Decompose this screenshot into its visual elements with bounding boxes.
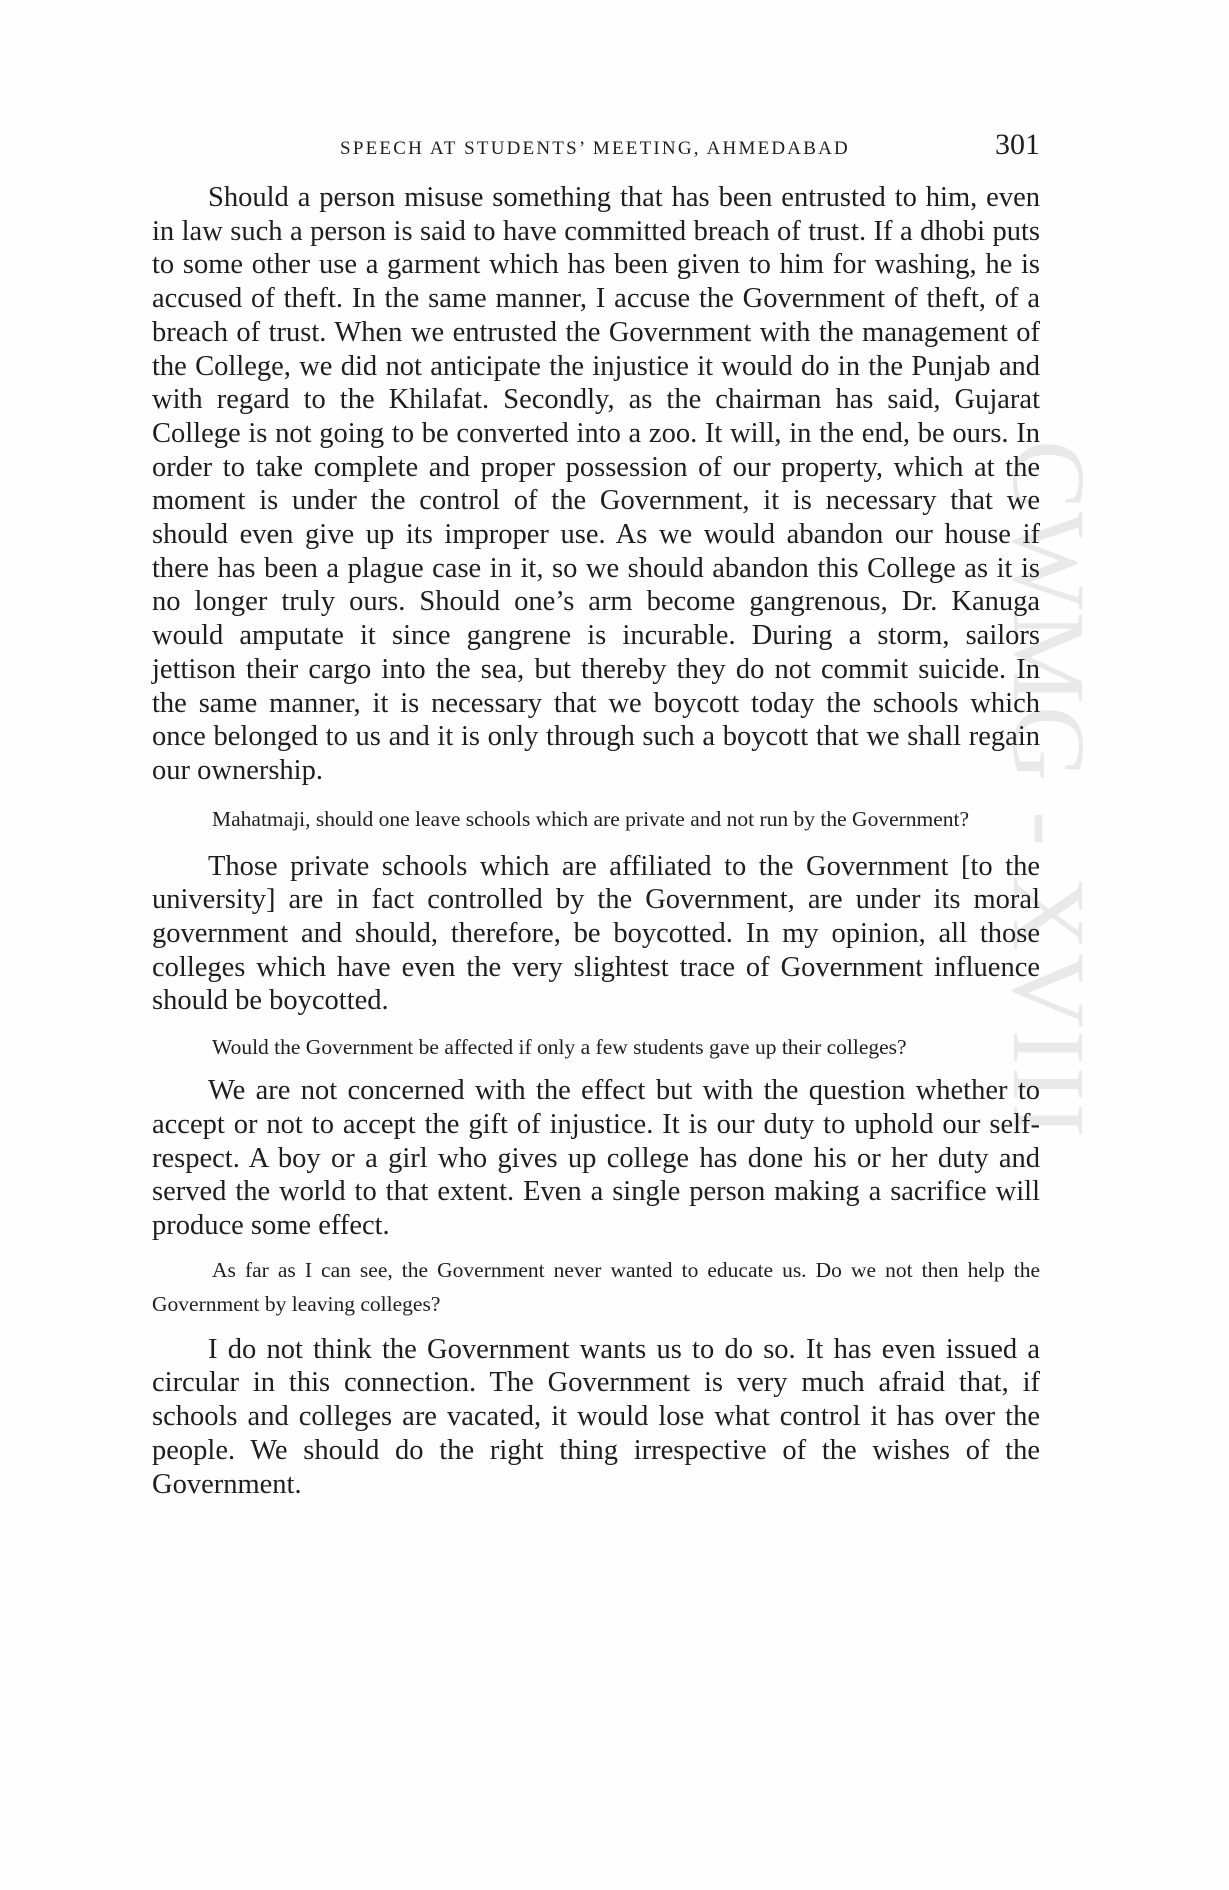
question-2: Would the Government be affected if only a few students gave up their colleges? [212, 1035, 907, 1060]
speech-paragraph-2: Those private schools which are affiliated to the Government [to the university] are in fact controlled by the Government, are under its moral government and should, therefore, be boycotted. In my opinion, all those colleges which have even the very slightest trace of Government influence should be boycotted. [152, 850, 1040, 1017]
speech-paragraph-1: Should a person misuse something that has been entrusted to him, even in law such a person is said to have committed breach of trust. If a dhobi puts to some other use a garment which has been given to him for washing, he is accused of theft. In the same manner, I accuse the Government of theft, of a breach of trust. When we entrusted the Government with the management of the College, we did not anticipate the injustice it would do in the Punjab and with regard to the Khilafat. Secondly, as the chairman has said, Gujarat College is not going to be converted into a zoo. It will, in the end, be ours. In order to take complete and proper possession of our property, which at the moment is under the control of the Government, it is necessary that we should even give up its improper use. As we would abandon our house if there has been a plague case in it, so we should abandon this College as it is no longer truly ours. Should one’s arm become gangrenous, Dr. Kanuga would amputate it since gangrene is incurable. During a storm, sailors jettison their cargo into the sea, but thereby they do not commit suicide. In the same manner, it is necessary that we boycott today the schools which once belonged to us and it is only through such a boycott that we shall regain our ownership. [152, 182, 1040, 786]
question-1: Mahatmaji, should one leave schools which are private and not run by the Government? [212, 806, 970, 831]
text-column [152, 181, 1040, 1501]
speech-paragraph-3: We are not concerned with the effect but with the question whether to accept or not to accept the gift of injustice. It is our duty to uphold our self-respect. A boy or a girl who gives up college has done his or her duty and served the world to that extent. Even a single person making a sacrifice will produce some effect. [152, 1075, 1040, 1241]
header-title: SPEECH AT STUDENTS’ MEETING, AHMEDABAD [340, 138, 850, 159]
question-3: As far as I can see, the Government never wanted to educate us. Do we not then help the Government by leaving colleges? [152, 1257, 1040, 1316]
speech-paragraph-4: I do not think the Government wants us to do so. It has even issued a circular in this connection. The Government is very much afraid that, if schools and colleges are vacated, it would lose what control it has over the people. We should do the right thing irrespective of the wishes of the Government. [152, 1333, 1040, 1500]
running-head [150, 124, 1040, 164]
watermark: CWMG - XVIII [991, 440, 1106, 1140]
page-number: 301 [995, 128, 1040, 161]
